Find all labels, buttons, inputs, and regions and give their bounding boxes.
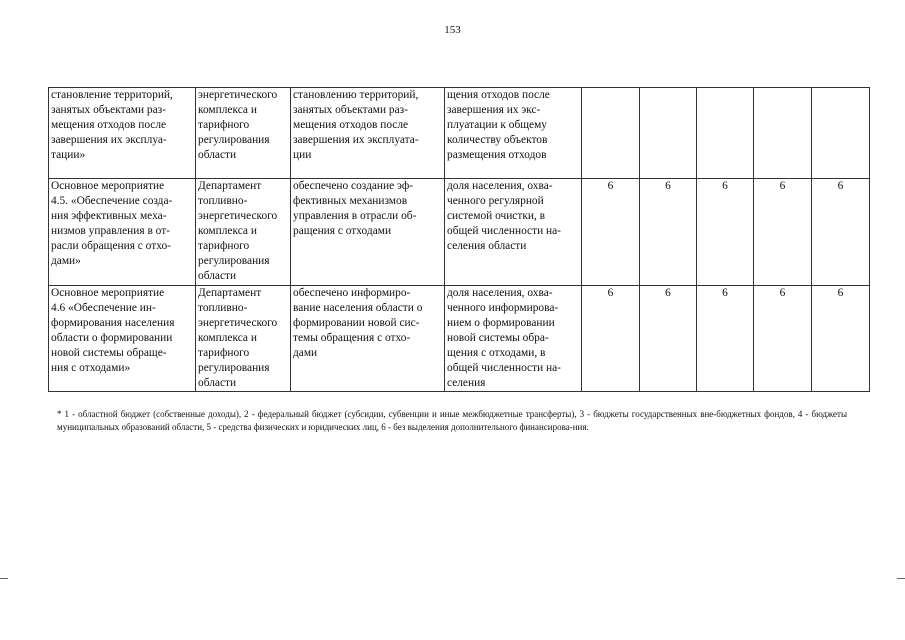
- value-cell: 6: [754, 179, 812, 286]
- value-cell: 6: [812, 179, 870, 286]
- measure-text: Основное мероприятие 4.5. «Обеспечение созда- ния эффективных меха- низмов управления в от- расли обращения с отхо- дами»: [51, 180, 173, 267]
- value-cell: [697, 88, 754, 179]
- result-cell: [291, 286, 445, 392]
- result-text: обеспечено информиро- вание населения области о формировании новой сис- темы обращения с отхо- дами: [293, 287, 423, 359]
- executor-cell: [196, 286, 291, 392]
- result-text: обеспечено создание эф- фективных механизмов управления в отрасли об- ращения с отходами: [293, 180, 417, 237]
- result-text: становлению территорий, занятых объектами раз- мещения отходов после завершения их эксплуата- ции: [293, 89, 419, 161]
- measure-text: Основное мероприятие 4.6 «Обеспечение ин- формирования населения области о формировании новой системы обраще- ния с отходами»: [51, 287, 175, 374]
- table-row: [49, 88, 870, 179]
- scan-edge-mark: [897, 578, 905, 579]
- result-cell: [291, 179, 445, 286]
- indicator-text: доля населения, охва- ченного регулярной системой очистки, в общей численности на- селения области: [447, 180, 561, 252]
- page-number: 153: [444, 24, 461, 36]
- value-cell: [582, 88, 640, 179]
- value-cell: 6: [754, 286, 812, 392]
- value-cell: [812, 88, 870, 179]
- executor-text: Департамент топливно- энергетического комплекса и тарифного регулирования области: [198, 287, 278, 389]
- value-cell: 6: [697, 179, 754, 286]
- result-cell: [291, 88, 445, 179]
- indicator-cell: [445, 88, 582, 179]
- measure-cell: [49, 88, 196, 179]
- indicator-cell: [445, 286, 582, 392]
- table-row: [49, 286, 870, 392]
- measure-text: становление территорий, занятых объектами раз- мещения отходов после завершения их эксплуа- тации»: [51, 89, 173, 161]
- measure-cell: [49, 179, 196, 286]
- value-cell: 6: [640, 286, 697, 392]
- executor-cell: [196, 88, 291, 179]
- executor-text: энергетического комплекса и тарифного регулирования области: [198, 89, 278, 161]
- value-cell: [754, 88, 812, 179]
- value-cell: 6: [812, 286, 870, 392]
- value-cell: 6: [582, 179, 640, 286]
- indicator-text: доля населения, охва- ченного информирова- нием о формировании новой системы обра- щения с отходами, в общей численности на- селения: [447, 287, 561, 389]
- indicator-cell: [445, 179, 582, 286]
- value-cell: 6: [697, 286, 754, 392]
- value-cell: 6: [640, 179, 697, 286]
- footnote: * 1 - областной бюджет (собственные доходы), 2 - федеральный бюджет (субсидии, субвенции и иные межбюджетные трансферты), 3 - бюджеты государственных вне-бюджетных фондов, 4 - бюджеты муниципальных образований области, 5 - средства физических и юридических лиц, 6 - без выделения дополнительного финансирова-ния.: [57, 409, 847, 432]
- executor-text: Департамент топливно- энергетического комплекса и тарифного регулирования области: [198, 180, 278, 282]
- executor-cell: [196, 179, 291, 286]
- measure-cell: [49, 286, 196, 392]
- scan-edge-mark: [0, 578, 8, 579]
- indicator-text: щения отходов после завершения их экс- плуатации к общему количеству объектов размещения отходов: [447, 89, 550, 161]
- value-cell: 6: [582, 286, 640, 392]
- value-cell: [640, 88, 697, 179]
- measures-table: [48, 87, 870, 392]
- table-row: [49, 179, 870, 286]
